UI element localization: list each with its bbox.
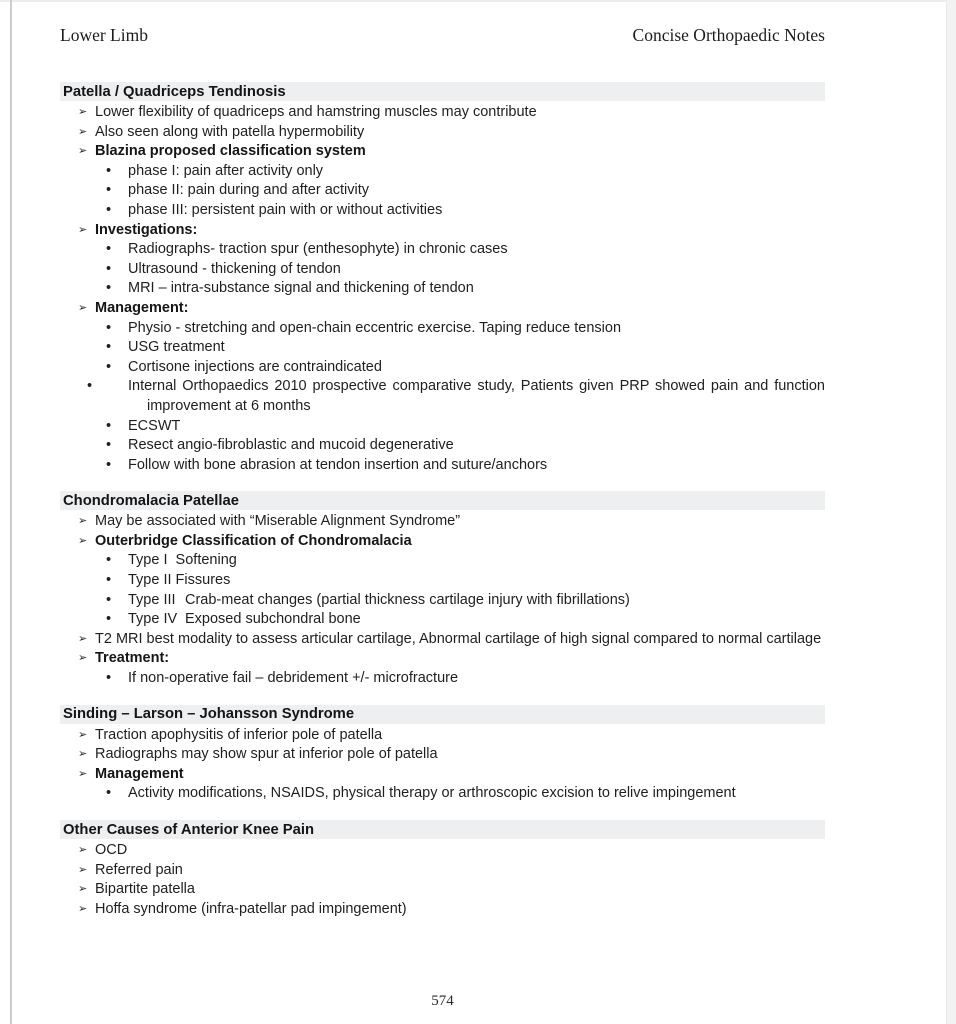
arrow-bullet-icon: ➢ xyxy=(78,223,88,236)
list-item xyxy=(60,279,825,299)
item-text: Radiographs may show spur at inferior pole of patella xyxy=(95,746,438,763)
list-item xyxy=(60,221,825,241)
list-item xyxy=(60,900,825,920)
dot-bullet-icon: • xyxy=(106,456,112,473)
section xyxy=(60,705,825,804)
page-right-edge xyxy=(946,0,956,1024)
item-label: Type IV xyxy=(128,611,178,628)
list-item xyxy=(60,880,825,900)
document-page xyxy=(60,0,830,1024)
page-header xyxy=(60,0,825,45)
item-text: MRI – intra-substance signal and thickening of tendon xyxy=(128,280,474,297)
list-item xyxy=(60,861,825,881)
section-heading: Patella / Quadriceps Tendinosis xyxy=(60,82,825,101)
list-item xyxy=(60,841,825,861)
item-text: Also seen along with patella hypermobility xyxy=(95,123,365,140)
list-item xyxy=(60,162,825,182)
list-item xyxy=(60,610,825,630)
dot-bullet-icon: • xyxy=(106,260,112,277)
item-text: OCD xyxy=(95,842,128,858)
dot-bullet-icon: • xyxy=(106,182,112,199)
list-item xyxy=(60,299,825,319)
arrow-bullet-icon: ➢ xyxy=(78,863,88,876)
arrow-bullet-icon: ➢ xyxy=(78,301,88,314)
item-text: Lower flexibility of quadriceps and hamstring muscles may contribute xyxy=(95,104,537,120)
arrow-bullet-icon: ➢ xyxy=(78,844,88,856)
list-item xyxy=(60,123,825,143)
list-item xyxy=(60,649,825,669)
item-text: Internal Orthopaedics 2010 prospective comparative study, Patients given PRP showed pain and function improvement at 6 months xyxy=(128,378,830,414)
item-text: Type I Softening xyxy=(128,552,237,569)
arrow-bullet-icon: ➢ xyxy=(78,652,88,665)
section xyxy=(60,82,830,475)
list-item xyxy=(60,142,825,162)
list-item xyxy=(60,532,825,552)
item-text: Follow with bone abrasion at tendon insertion and suture/anchors xyxy=(128,456,548,473)
arrow-bullet-icon: ➢ xyxy=(78,883,88,896)
item-text: If non-operative fail – debridement +/- microfracture xyxy=(128,670,459,687)
dot-bullet-icon: • xyxy=(106,785,112,802)
list-item xyxy=(60,745,825,765)
item-text: Activity modifications, NSAIDS, physical therapy or arthroscopic excision to relive impingement xyxy=(128,785,736,802)
list-item xyxy=(60,630,825,650)
list-item xyxy=(60,260,825,280)
dot-bullet-icon: • xyxy=(106,670,112,687)
item-text: Hoffa syndrome (infra-patellar pad impingement) xyxy=(95,900,407,917)
item-text: Blazina proposed classification system xyxy=(95,143,366,160)
item-text: phase II: pain during and after activity xyxy=(128,182,370,199)
list-item xyxy=(60,103,825,123)
item-text: Traction apophysitis of inferior pole of patella xyxy=(95,726,383,743)
page-number: 574 xyxy=(431,993,454,1009)
arrow-bullet-icon: ➢ xyxy=(78,728,88,741)
item-text: Referred pain xyxy=(95,861,183,878)
item-text: Treatment: xyxy=(95,650,170,667)
list-item xyxy=(60,551,825,571)
list-item xyxy=(60,338,825,358)
dot-bullet-icon: • xyxy=(106,280,112,297)
item-text: Ultrasound - thickening of tendon xyxy=(128,260,341,277)
list-item xyxy=(60,358,825,378)
arrow-bullet-icon: ➢ xyxy=(78,748,88,761)
item-text: USG treatment xyxy=(128,339,225,356)
section xyxy=(60,491,825,688)
dot-bullet-icon: • xyxy=(106,162,112,179)
item-text: ECSWT xyxy=(128,417,181,434)
page-left-edge xyxy=(10,0,12,1024)
arrow-bullet-icon: ➢ xyxy=(78,767,88,780)
list-item xyxy=(60,726,825,746)
header-chapter-title: Lower Limb xyxy=(60,25,148,45)
list-item xyxy=(60,669,825,689)
section-heading: Sinding – Larson – Johansson Syndrome xyxy=(60,705,825,724)
item-text: Exposed subchondral bone xyxy=(185,611,361,628)
item-text: phase I: pain after activity only xyxy=(128,162,324,179)
list-item xyxy=(60,512,825,532)
list-item xyxy=(60,591,825,611)
list-item xyxy=(60,436,825,456)
arrow-bullet-icon: ➢ xyxy=(78,145,88,158)
item-text: Physio - stretching and open-chain eccentric exercise. Taping reduce tension xyxy=(128,319,622,336)
item-text: Investigations: xyxy=(95,221,198,238)
list-item: • Internal Orthopaedics 2010 prospective comparative study, Patients given PRP showed pain and function improvement at 6 months xyxy=(87,378,830,414)
item-text: Management: xyxy=(95,299,189,316)
arrow-bullet-icon: ➢ xyxy=(78,515,88,528)
item-text: Radiographs- traction spur (enthesophyte) in chronic cases xyxy=(128,241,508,258)
item-text: Bipartite patella xyxy=(95,881,195,898)
dot-bullet-icon: • xyxy=(106,591,112,608)
dot-bullet-icon: • xyxy=(106,437,112,454)
dot-bullet-icon: • xyxy=(106,201,112,218)
item-text: Type II Fissures xyxy=(128,572,231,589)
dot-bullet-icon: • xyxy=(106,319,112,336)
dot-bullet-icon: • xyxy=(106,552,112,569)
list-item xyxy=(60,181,825,201)
item-text: Cortisone injections are contraindicated xyxy=(128,358,382,375)
item-text: Crab-meat changes (partial thickness cartilage injury with fibrillations) xyxy=(185,591,630,608)
list-item xyxy=(60,571,825,591)
list-item xyxy=(60,201,825,221)
arrow-bullet-icon: ➢ xyxy=(78,125,88,138)
item-label: Type III xyxy=(128,591,176,608)
dot-bullet-icon: • xyxy=(106,358,112,375)
header-book-title: Concise Orthopaedic Notes xyxy=(632,25,825,45)
section xyxy=(60,820,825,919)
item-text: Outerbridge Classification of Chondromalacia xyxy=(95,532,412,549)
item-text: phase III: persistent pain with or without activities xyxy=(128,201,443,218)
dot-bullet-icon: • xyxy=(106,241,112,258)
arrow-bullet-icon: ➢ xyxy=(78,632,88,645)
dot-bullet-icon: • xyxy=(106,339,112,356)
item-text: Management xyxy=(95,765,184,782)
dot-bullet-icon: • xyxy=(106,572,112,589)
item-text: May be associated with “Miserable Alignment Syndrome” xyxy=(95,513,461,530)
arrow-bullet-icon: ➢ xyxy=(78,106,88,118)
dot-bullet-icon: • xyxy=(106,611,112,628)
arrow-bullet-icon: ➢ xyxy=(78,902,88,915)
page-footer xyxy=(60,993,825,1010)
list-item xyxy=(60,456,825,476)
list-item xyxy=(60,765,825,785)
dot-bullet-icon: • xyxy=(106,417,112,434)
list-item xyxy=(60,417,825,437)
item-text: Resect angio-fibroblastic and mucoid degenerative xyxy=(128,437,454,454)
list-item xyxy=(60,319,825,339)
item-text: T2 MRI best modality to assess articular cartilage, Abnormal cartilage of high signal compared to normal cartilage xyxy=(95,630,822,647)
list-item xyxy=(60,784,825,804)
list-item xyxy=(60,240,825,260)
section-heading: Other Causes of Anterior Knee Pain xyxy=(60,820,825,839)
section-heading: Chondromalacia Patellae xyxy=(60,491,825,510)
arrow-bullet-icon: ➢ xyxy=(78,534,88,547)
sections-container xyxy=(60,82,830,919)
